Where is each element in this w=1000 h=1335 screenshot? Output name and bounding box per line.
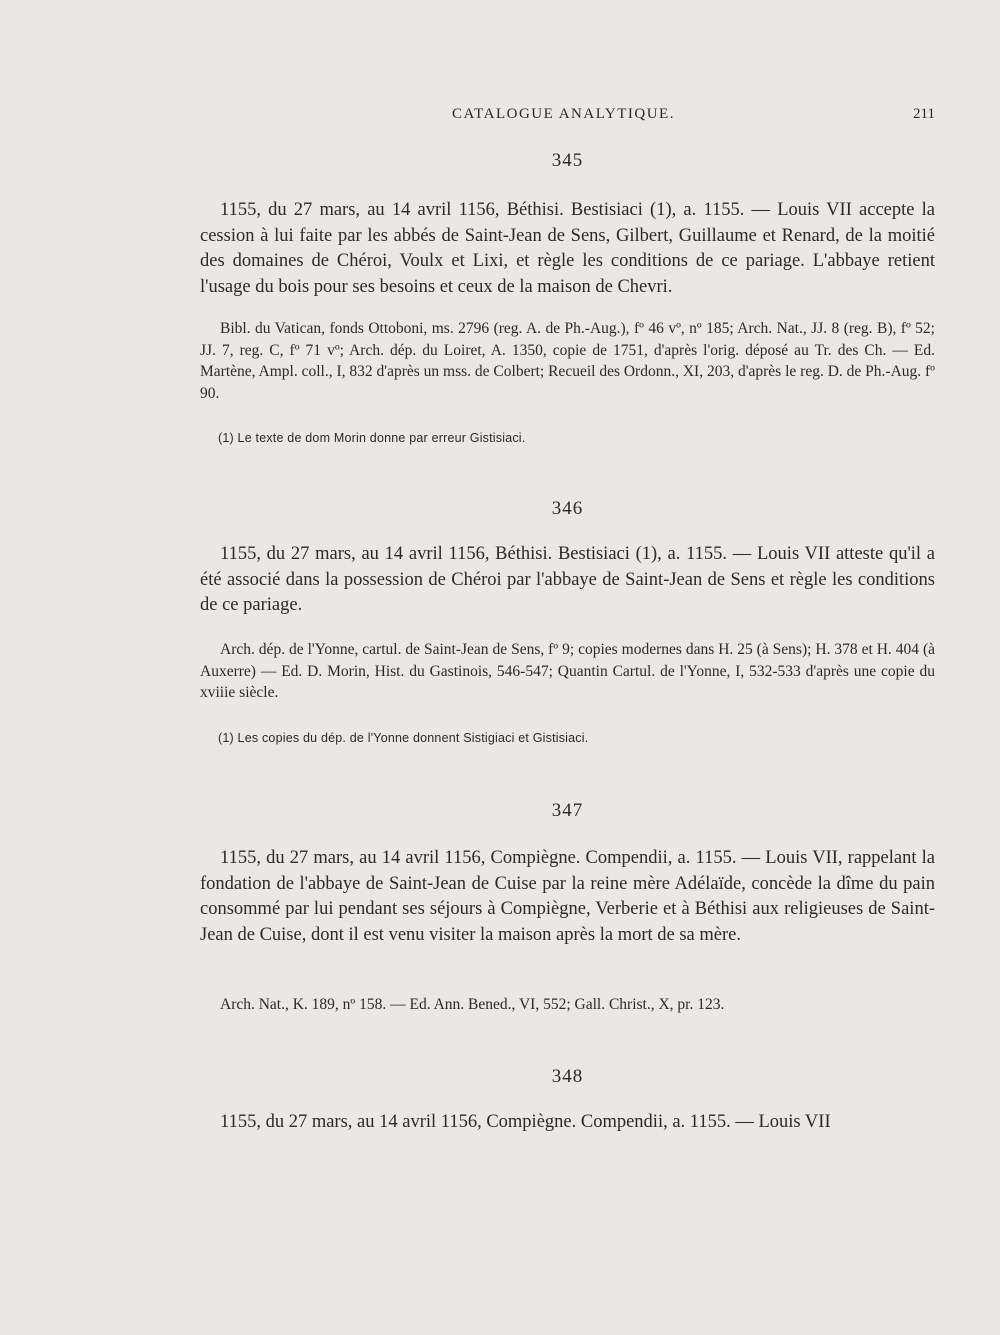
entry-summary (200, 1110, 935, 1136)
running-head (200, 106, 935, 128)
entry-number: 346 (551, 498, 584, 519)
footnote: (1) Le texte de dom Morin donne par erreur Gistisiaci. (218, 431, 526, 445)
entry-summary-text: 1155, du 27 mars, au 14 avril 1156, Béthisi. Bestisiaci (1), a. 1155. — Louis VII atteste qu'il a été associé dans la possession de Chéroi par l'abbaye de Saint-Jean de Sens et règle les conditions de ce pariage. (200, 544, 935, 615)
entry-sources: Arch. dép. de l'Yonne, cartul. de Saint-Jean de Sens, fº 9; copies modernes dans H. 25 (à Sens); H. 378 et H. 404 (à Auxerre) — Ed. D. Morin, Hist. du Gastinois, 546-547; Quantin Cartul. de l'Yonne, I, 532-533 d'après une copie du xviiie siècle. (200, 641, 935, 701)
entry-number: 345 (551, 150, 584, 171)
footnote: (1) Les copies du dép. de l'Yonne donnent Sistigiaci et Gistisiaci. (218, 731, 589, 745)
page-number: 211 (913, 106, 935, 122)
entry-sources: Bibl. du Vatican, fonds Ottoboni, ms. 2796 (reg. A. de Ph.-Aug.), fº 46 vº, nº 185; Arch. Nat., JJ. 8 (reg. B), fº 52; JJ. 7, reg. C, fº 71 vº; Arch. dép. du Loiret, A. 1350, copie de 1751, d'après l'orig. déposé au Tr. des Ch. — Ed. Martène, Ampl. coll., I, 832 d'après un mss. de Colbert; Recueil des Ordonn., XI, 203, d'après le reg. D. de Ph.-Aug. fº 90. (200, 320, 935, 402)
entry-summary-text: 1155, du 27 mars, au 14 avril 1156, Béthisi. Bestisiaci (1), a. 1155. — Louis VII accepte la cession à lui faite par les abbés de Saint-Jean de Sens, Gilbert, Guillaume et Renard, de la moitié des domaines de Chéroi, Voulx et Lixi, et règle les conditions de ce pariage. L'abbaye retient l'usage du bois pour ses besoins et ceux de la maison de Chevri. (200, 200, 935, 297)
entry-number: 348 (551, 1066, 584, 1087)
entry-summary (200, 846, 935, 948)
entry-summary-text: 1155, du 27 mars, au 14 avril 1156, Compiègne. Compendii, a. 1155. — Louis VII, rappelant la fondation de l'abbaye de Saint-Jean de Cuise par la reine mère Adélaïde, concède la dîme du pain consommé par lui pendant ses séjours à Compiègne, Verberie et à Béthisi aux religieuses de Saint-Jean de Cuise, dont il est venu visiter la maison après la mort de sa mère. (200, 848, 935, 945)
entry-sources: Arch. Nat., K. 189, nº 158. — Ed. Ann. Bened., VI, 552; Gall. Christ., X, pr. 123. (220, 996, 725, 1013)
entry-summary (200, 542, 935, 619)
entry-summary-text: 1155, du 27 mars, au 14 avril 1156, Compiègne. Compendii, a. 1155. — Louis VII (220, 1112, 831, 1132)
entry-summary (200, 198, 935, 300)
running-title: CATALOGUE ANALYTIQUE. (452, 106, 675, 122)
entry-number: 347 (551, 800, 584, 821)
